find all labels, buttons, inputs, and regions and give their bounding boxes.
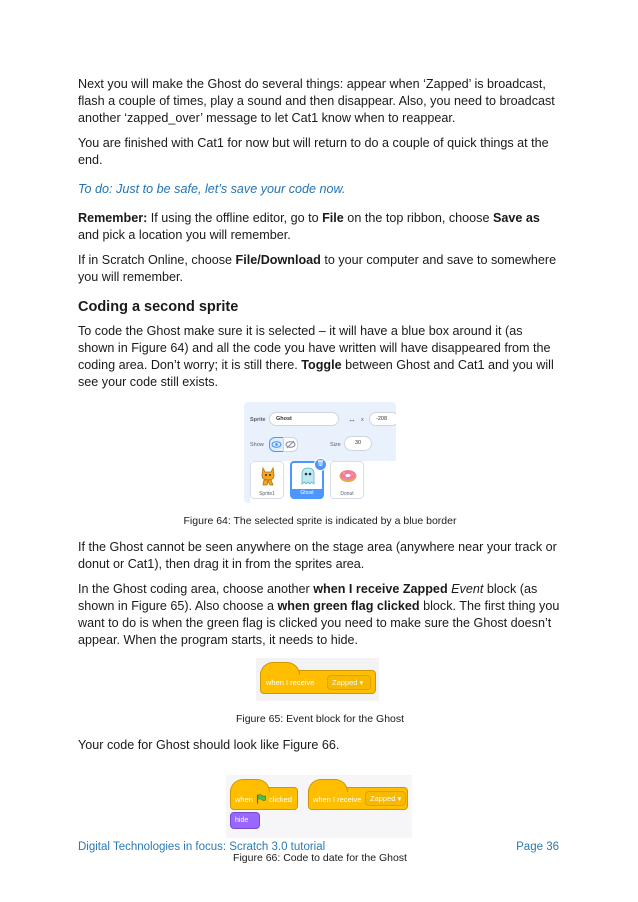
sprite-list [250,461,396,503]
sprite-tile-name: Sprite1 [259,491,275,497]
file-menu-term: File [322,211,344,225]
eye-icon [270,438,283,451]
green-flag-term: when green flag clicked [277,599,420,613]
toggle-term: Toggle [301,358,342,372]
text-run: and pick a location you will remember. [78,228,291,242]
file-download-term: File/Download [235,253,321,267]
page-number: Page 36 [516,841,559,853]
figure-65-event-block [256,658,379,701]
size-field[interactable]: 30 [344,436,372,451]
sprite-name-field[interactable]: Ghost [269,412,339,426]
save-as-term: Save as [492,211,540,225]
footer-title: Digital Technologies in focus: Scratch 3.0 tutorial [78,841,326,853]
sprite-tile-sprite1[interactable] [250,461,284,499]
show-visible-toggle[interactable] [269,437,284,452]
block-text: when I receive [266,678,315,687]
size-label: Size [330,442,341,448]
section-heading: Coding a second sprite [78,299,239,315]
hide-block[interactable]: hide [230,812,260,829]
figure-66-caption: Figure 66: Code to date for the Ghost [233,852,407,864]
text-run: In the Ghost coding area, choose another [78,582,314,596]
todo-note: To do: Just to be safe, let’s save your code now. [78,182,346,196]
sprite-label: Sprite [250,417,266,423]
paragraph-intro: Next you will make the Ghost do several things: appear when ‘Zapped’ is broadcast, flash a couple of times, play a sound and then disappear. Also, you need to broadcast another ‘zapped_over’ message to let Cat1 know when to reappear. [78,77,555,125]
text-run: block (as shown in Figure 65). Also choose a [78,582,538,613]
when-i-receive-term: when I receive Zapped [313,582,448,596]
sprite-tile-ghost[interactable] [290,461,324,499]
eye-off-icon [284,438,297,451]
sprite-tile-name: Donut [340,491,354,497]
when-i-receive-block[interactable] [308,787,408,810]
remember-label: Remember: [78,211,148,225]
x-label: x [361,417,364,423]
text-run: If using the offline editor, go to [147,211,323,225]
paragraph-select-ghost [78,323,562,391]
when-flag-clicked-block[interactable] [230,787,298,810]
cat-sprite-icon [259,466,277,486]
paragraph-event-blocks [78,581,562,649]
show-label: Show [250,442,264,448]
text-run: on the top ribbon, choose [343,211,493,225]
text-run: between Ghost and Cat1 and you will see your code still exists. [78,358,554,389]
ghost-sprite-icon [299,466,317,486]
paragraph-online [78,252,562,286]
green-flag-icon [256,794,266,804]
block-text: clicked [269,795,292,804]
donut-sprite-icon [338,468,358,484]
text-run: To code the Ghost make sure it is selected – it will have a blue box around it (as shown in Figure 64) and all the code you have written will have disappeared from the coding area. Don’t worry; it is still there. [78,324,551,372]
sprite-tile-donut[interactable] [330,461,364,499]
page-footer [78,841,559,853]
block-text: when [235,795,253,804]
trash-icon[interactable]: 🗑 [314,458,327,471]
paragraph-code-to-date: Your code for Ghost should look like Figure 66. [78,738,340,752]
figure-64-caption: Figure 64: The selected sprite is indicated by a blue border [183,515,457,527]
show-hidden-toggle[interactable] [283,437,298,452]
block-text: when I receive [313,795,362,804]
figure-65-caption: Figure 65: Event block for the Ghost [235,713,405,725]
sprite-tile-name: Ghost [292,489,322,497]
paragraph-drag-ghost: If the Ghost cannot be seen anywhere on the stage area (anywhere near your track or donut or Cat1), then drag it in from the sprites area. [78,540,557,571]
text-run: block. The first thing you want to do is when the green flag is clicked you need to make sure the Ghost doesn’t appear. When the program starts, it needs to hide. [78,599,560,647]
document-body [78,76,562,876]
x-arrow-icon: ↔ [348,415,356,424]
message-dropdown[interactable]: Zapped ▾ [365,791,406,806]
figure-66-ghost-code [226,775,412,838]
figure-64-sprite-pane [244,402,396,503]
x-field[interactable]: -208 [369,412,396,426]
text-run: If in Scratch Online, choose [78,253,236,267]
when-i-receive-block[interactable] [260,670,376,694]
event-term: Event [451,582,484,596]
text-run: to your computer and save to somewhere you will remember. [78,253,557,284]
paragraph-remember [78,210,562,244]
message-dropdown[interactable]: Zapped ▾ [327,675,371,690]
paragraph-finished: You are finished with Cat1 for now but will return to do a couple of quick things at the end. [78,136,549,167]
